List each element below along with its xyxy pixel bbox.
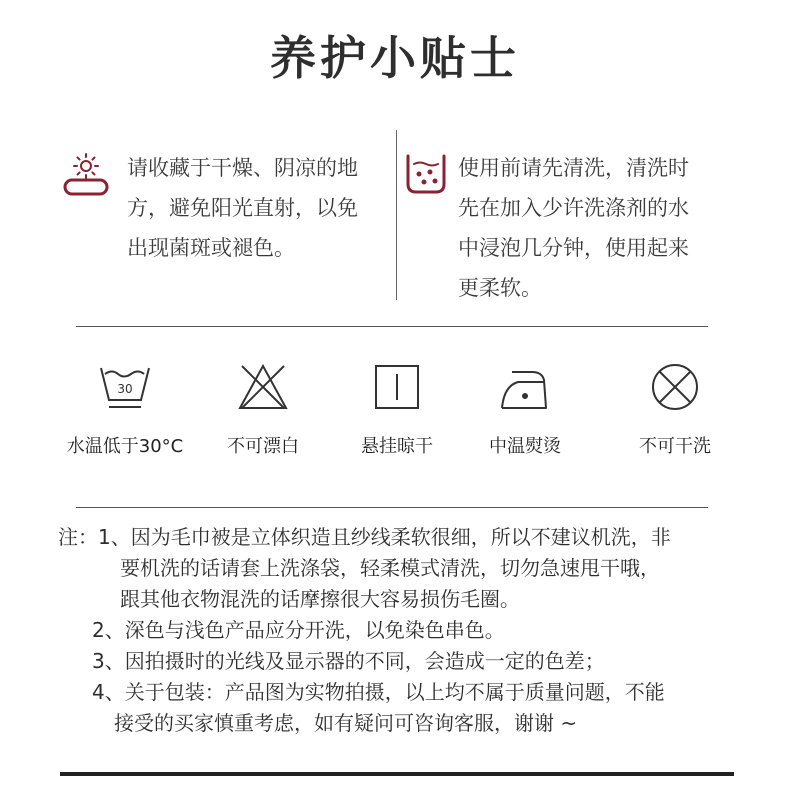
- divider: [76, 326, 708, 327]
- note-line: 接受的买家慎重考虑，如有疑问可咨询客服，谢谢 ~: [114, 711, 578, 735]
- wash-30-icon: [98, 362, 152, 412]
- note-line: 3、因拍摄时的光线及显示器的不同，会造成一定的色差；: [92, 649, 605, 673]
- note-line: 2、深色与浅色产品应分开洗，以免染色串色。: [92, 618, 505, 642]
- care-label: 不可干洗: [639, 436, 711, 457]
- tip-line: 中浸泡几分钟，使用起来: [458, 236, 689, 260]
- care-label: 不可漂白: [227, 436, 299, 457]
- tip-line: 使用前请先清洗，清洗时: [458, 156, 689, 180]
- sun-icon: [62, 152, 110, 198]
- care-iron-medium: [450, 362, 600, 458]
- no-dry-clean-icon: [648, 362, 702, 412]
- storage-tip: [127, 148, 389, 268]
- note-line: 注：1、因为毛巾被是立体织造且纱线柔软很细，所以不建议机洗，非: [58, 525, 671, 549]
- vertical-divider: [396, 130, 397, 300]
- note-line: 要机洗的话请套上洗涤袋，轻柔模式清洗，切勿急速甩干哦，: [120, 556, 660, 580]
- tip-line: 先在加入少许洗涤剂的水: [458, 196, 689, 220]
- note-line: 跟其他衣物混洗的话摩擦很大容易损伤毛圈。: [120, 587, 520, 611]
- no-bleach-icon: [236, 362, 290, 412]
- care-wash-30: [50, 362, 200, 458]
- page-title: 养护小贴士: [270, 31, 520, 85]
- tip-line: 请收藏于干燥、阴凉的地: [127, 156, 358, 180]
- care-label: 悬挂晾干: [361, 436, 433, 457]
- care-label: 中温熨烫: [489, 436, 561, 457]
- tip-line: 方，避免阳光直射，以免: [127, 196, 358, 220]
- care-no-bleach: [188, 362, 338, 458]
- tip-line: 出现菌斑或褪色。: [127, 236, 295, 260]
- hang-dry-icon: [370, 362, 424, 412]
- svg-text:30: 30: [117, 382, 133, 396]
- wash-basin-icon: [404, 152, 448, 196]
- wash-first-tip: [458, 148, 720, 308]
- care-label: 水温低于30°C: [66, 436, 184, 457]
- divider: [76, 507, 708, 508]
- notes: [58, 522, 738, 739]
- bottom-bar: [60, 772, 734, 776]
- note-line: 4、关于包装：产品图为实物拍摄，以上均不属于质量问题，不能: [92, 680, 665, 704]
- iron-medium-icon: [498, 362, 552, 412]
- tip-line: 更柔软。: [458, 276, 542, 300]
- care-no-dry-clean: [600, 362, 750, 458]
